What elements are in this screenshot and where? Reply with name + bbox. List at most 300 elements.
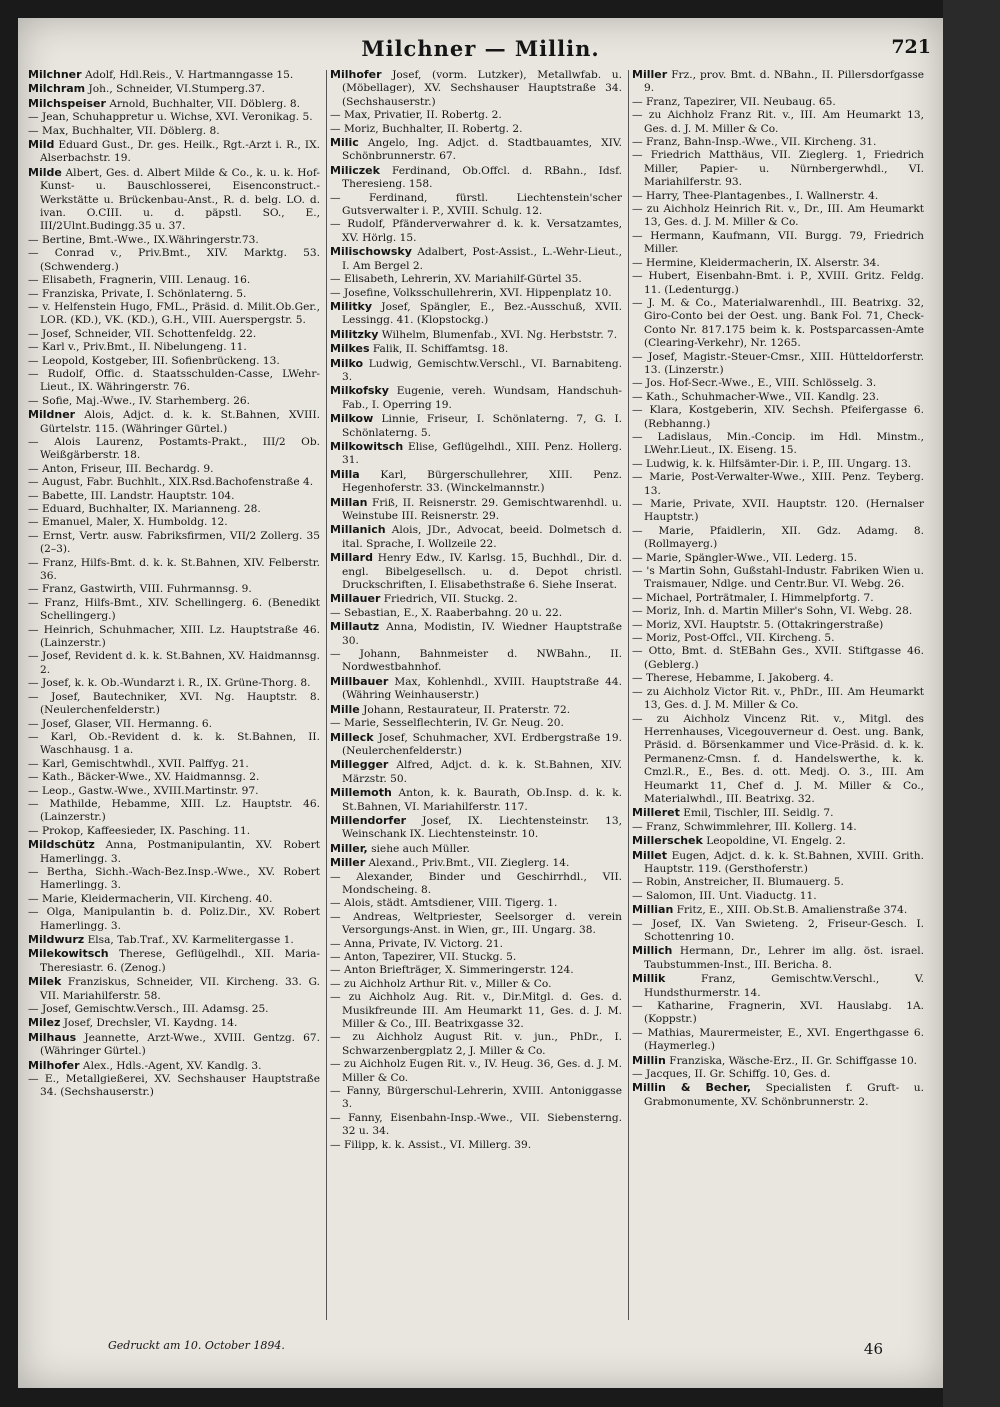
entry-surname: Milleret: [632, 806, 680, 820]
directory-entry: [330, 964, 622, 977]
directory-entry: [330, 620, 622, 648]
entry-surname: Milleck: [330, 730, 374, 744]
entry-details: — Fanny, Eisenbahn-Insp.-Wwe., VII. Siebensterng. 32 u. 34.: [330, 1111, 622, 1138]
entry-details: — Harry, Thee-Plantagenbes., I. Wallnerstr. 4.: [632, 189, 879, 202]
entry-details: — Marie, Sesselflechterin, IV. Gr. Neug. 20.: [330, 717, 564, 730]
directory-entry: [28, 274, 320, 287]
entry-details: — Ludwig, k. k. Hilfsämter-Dir. i. P., III. Ungarg. 13.: [632, 457, 912, 470]
entry-details: — Friedrich Matthäus, VII. Zieglerg. 1, Friedrich Miller, Papier- u. Nürnbergerwhdl., VI. Mariahilferstr. 93.: [632, 149, 924, 189]
directory-entry: [632, 1081, 924, 1109]
entry-surname: Militzky: [330, 327, 379, 341]
entry-surname: Millerschek: [632, 834, 703, 848]
entry-details: Adalbert, Post-Assist., L.-Wehr-Lieut., I. Am Bergel 2.: [342, 246, 622, 272]
entry-details: — zu Aichholz Vincenz Rit. v., Mitgl. des Herrenhauses, Vicegouverneur d. Oest. ung. Bank, Präsid. d. Börsenkammer und Vice-Präsid. d. k. k. Permanenz-Cmsn. f. d. Handelswerthe, k. k. Cmzl.R., E., Bes. d. ott. Medj. O. 3., III. Am Heumarkt 11, Chef d. J. M. Miller & Co., Materialwhdl., III. Beatrixg. 32.: [632, 712, 924, 805]
entry-details: — Max, Buchhalter, VII. Döblerg. 8.: [28, 124, 220, 137]
directory-entry: [632, 918, 924, 945]
entry-details: Arnold, Buchhalter, VII. Döblerg. 8.: [109, 97, 300, 110]
directory-entry: [632, 1027, 924, 1054]
entry-details: — Anna, Private, IV. Victorg. 21.: [330, 937, 504, 950]
entry-details: Josef, Schuhmacher, XVI. Erdbergstraße 19. (Neulerchenfelderstr.): [342, 731, 622, 757]
directory-entry: [330, 991, 622, 1031]
entry-surname: Millan: [330, 495, 368, 509]
directory-entry: [330, 468, 622, 496]
entry-details: — Hermine, Kleidermacherin, IX. Alserstr. 34.: [632, 256, 880, 269]
directory-entry: [28, 825, 320, 838]
directory-entry: [330, 412, 622, 440]
directory-entry: [28, 247, 320, 274]
directory-entry: [330, 218, 622, 245]
entry-details: — Otto, Bmt. d. StEBahn Ges., XVII. Stiftgasse 46. (Geblerg.): [632, 645, 924, 671]
directory-entry: [28, 341, 320, 354]
entry-details: — Alexander, Binder und Geschirrhdl., VII. Mondscheing. 8.: [330, 870, 622, 896]
entry-details: — Johann, Bahnmeister d. NWBahn., II. Nordwestbahnhof.: [330, 648, 622, 674]
entry-details: Josef, (vorm. Lutzker), Metallwfab. u. (Möbellager), XV. Sechshauser Hauptstraße 34. (Sechshauserstr.): [342, 69, 622, 108]
entry-details: — J. M. & Co., Materialwarenhdl., III. Beatrixg. 32, Giro-Conto bei der Oest. ung. Bank Fol. 71, Check-Conto Nr. 817.175 beim k. k. Postsparcassen-Amte (Clearing-Verkehr), Nr. 1265.: [632, 296, 924, 350]
entry-details: — Marie, Kleidermacherin, VII. Kircheng. 40.: [28, 892, 273, 905]
entry-details: — Eduard, Buchhalter, IX. Marianneng. 28.: [28, 503, 261, 515]
directory-entry: [330, 648, 622, 675]
entry-surname: Millautz: [330, 620, 380, 634]
directory-entry: [28, 516, 320, 529]
directory-entry: [330, 814, 622, 842]
entry-details: — Bertha, Sichh.-Wach-Bez.Insp.-Wwe., XV. Robert Hamerlingg. 3.: [28, 865, 320, 892]
directory-entry: [28, 476, 320, 489]
directory-entry: [28, 557, 320, 584]
directory-entry: [28, 1016, 320, 1030]
directory-entry: [632, 552, 924, 565]
entry-details: — Josef, Revident d. k. k. St.Bahnen, XV. Haidmannsg. 2.: [28, 650, 320, 676]
entry-details: Alexand., Priv.Bmt., VII. Zieglerg. 14.: [368, 857, 570, 870]
print-date: Gedruckt am 10. October 1894.: [108, 1339, 285, 1352]
entry-details: Frz., prov. Bmt. d. NBahn., II. Pillersdorfgasse 9.: [644, 69, 924, 95]
entry-details: — Alois, städt. Amtsdiener, VIII. Tigerg. 1.: [330, 897, 558, 910]
directory-entry: [28, 490, 320, 503]
directory-entry: [28, 408, 320, 436]
entry-details: — Kath., Bäcker-Wwe., XV. Haidmannsg. 2.: [28, 771, 260, 784]
directory-entry: [632, 149, 924, 189]
entry-details: — Elisabeth, Fragnerin, VIII. Lenaug. 16.: [28, 274, 251, 287]
entry-details: — Josef, Schneider, VII. Schottenfeldg. 22.: [28, 327, 257, 340]
page-number: 721: [891, 36, 931, 58]
directory-entry: [632, 565, 924, 592]
directory-entry: [28, 893, 320, 906]
entry-details: — zu Aichholz Victor Rit. v., PhDr., III. Am Heumarkt 13, Ges. d. J. M. Miller & Co.: [632, 685, 924, 712]
entry-details: — Elisabeth, Lehrerin, XV. Mariahilf-Gürtel 35.: [330, 273, 582, 286]
entry-details: Alfred, Adjct. d. k. k. St.Bahnen, XIV. Märzstr. 50.: [342, 759, 622, 785]
entry-details: — Babette, III. Landstr. Hauptstr. 104.: [28, 489, 235, 502]
directory-entry: [330, 871, 622, 898]
page-header: [18, 32, 943, 66]
entry-details: — Franziska, Private, I. Schönlaterng. 5.: [28, 287, 247, 300]
entry-details: Johann, Restaurateur, II. Praterstr. 72.: [363, 703, 571, 716]
entry-details: — Franz, Hilfs-Bmt. d. k. k. St.Bahnen, XIV. Felberstr. 36.: [28, 556, 320, 583]
directory-entry: [28, 624, 320, 651]
directory-entry: [330, 1112, 622, 1139]
entry-details: — Josefine, Volksschullehrerin, XVI. Hippenplatz 10.: [330, 286, 612, 299]
directory-entry: [28, 758, 320, 771]
entry-details: — Moriz, Inh. d. Martin Miller's Sohn, VI. Webg. 28.: [632, 605, 913, 618]
directory-entry: [632, 1000, 924, 1027]
entry-surname: Millin: [632, 1053, 666, 1067]
entry-details: Friß, II. Reisnerstr. 29. Gemischtwarenhdl. u. Weinstube III. Reisnerstr. 29.: [342, 496, 622, 522]
entry-details: Linnie, Friseur, I. Schönlaterng. 7, G. I. Schönlaterng. 5.: [342, 413, 622, 439]
entry-details: — Bertine, Bmt.-Wwe., IX.Währingerstr.73.: [28, 233, 259, 246]
directory-entry: [632, 632, 924, 645]
entry-details: — Josef, Gemischtw.Versch., III. Adamsg. 25.: [28, 1003, 269, 1016]
entry-surname: Milhofer: [28, 1058, 80, 1072]
page-title: Milchner — Millin.: [361, 36, 600, 61]
entry-details: — Olga, Manipulantin b. d. Poliz.Dir., XV. Robert Hamerlingg. 3.: [28, 906, 320, 932]
entry-details: — Karl, Gemischtwhdl., XVII. Palffyg. 21.: [28, 757, 249, 770]
entry-details: — Leop., Gastw.-Wwe., XVIII.Martinstr. 97.: [28, 784, 259, 797]
entry-details: Leopoldine, VI. Engelg. 2.: [706, 835, 846, 848]
entry-details: Alex., Hdls.-Agent, XV. Kandlg. 3.: [82, 1059, 262, 1072]
entry-details: Adolf, Hdl.Reis., V. Hartmanngasse 15.: [84, 69, 294, 81]
directory-entry: [632, 1054, 924, 1068]
entry-details: Josef, Drechsler, VI. Kaydng. 14.: [63, 1017, 238, 1030]
directory-entry: [330, 592, 622, 606]
directory-entry: [330, 731, 622, 759]
entry-details: — Filipp, k. k. Assist., VI. Millerg. 39.: [330, 1138, 532, 1151]
entry-details: — Heinrich, Schuhmacher, XIII. Lz. Hauptstraße 46. (Lainzerstr.): [28, 623, 320, 650]
entry-details: Jeannette, Arzt-Wwe., XVIII. Gentzg. 67. (Währinger Gürtel.): [40, 1031, 320, 1058]
entry-details: — Karl v., Priv.Bmt., II. Nibelungeng. 11.: [28, 341, 247, 354]
directory-entry: [632, 713, 924, 807]
entry-details: Elise, Geflügelhdl., XIII. Penz. Hollerg. 31.: [342, 440, 622, 467]
directory-entry: [330, 164, 622, 192]
entry-details: — zu Aichholz Franz Rit. v., III. Am Heumarkt 13, Ges. d. J. M. Miller & Co.: [632, 109, 924, 135]
entry-details: — Andreas, Weltpriester, Seelsorger d. verein Versorgungs-Anst. in Wien, gr., III. Ungarg. 38.: [330, 910, 622, 937]
directory-entry: [632, 605, 924, 618]
entry-surname: Milla: [330, 467, 360, 481]
entry-details: — Hubert, Eisenbahn-Bmt. i. P., XVIII. Gritz. Feldg. 11. (Ledenturgg.): [632, 270, 924, 296]
directory-entry: [330, 1085, 622, 1112]
directory-entry: [330, 68, 622, 109]
entry-surname: Millanich: [330, 523, 386, 537]
directory-entry: [632, 645, 924, 672]
entry-surname: Millian: [632, 903, 674, 917]
directory-entry: [330, 786, 622, 814]
directory-entry: [632, 849, 924, 877]
entry-surname: Milkowitsch: [330, 439, 404, 453]
entry-details: — Anton, Friseur, III. Bechardg. 9.: [28, 462, 214, 475]
entry-details: — Anton Briefträger, X. Simmeringerstr. 124.: [330, 964, 574, 977]
directory-entry: [330, 300, 622, 328]
column-2: [330, 68, 622, 1323]
directory-entry: [632, 619, 924, 632]
entry-details: Franziskus, Schneider, VII. Kircheng. 33. G. VII. Mariahilferstr. 58.: [40, 976, 320, 1002]
entry-details: — zu Aichholz August Rit. v. jun., PhDr., I. Schwarzenbergplatz 2, J. Miller & Co.: [330, 1031, 622, 1057]
directory-entry: [632, 821, 924, 834]
entry-details: — Josef, IX. Van Swieteng. 2, Friseur-Gesch. I. Schottenring 10.: [632, 917, 924, 943]
entry-surname: Milchram: [28, 82, 86, 96]
directory-entry: [632, 1068, 924, 1081]
directory-entry: [632, 592, 924, 605]
directory-entry: [28, 731, 320, 758]
entry-details: — Ernst, Vertr. ausw. Fabriksfirmen, VII/2 Zollerg. 35 (2–3).: [28, 529, 320, 556]
entry-details: — Mathilde, Hebamme, XIII. Lz. Hauptstr. 46. (Lainzerstr.): [28, 797, 320, 824]
entry-details: — Mathias, Maurermeister, E., XVI. Engerthgasse 6. (Haymerleg.): [632, 1026, 924, 1053]
entry-details: — Ladislaus, Min.-Concip. im Hdl. Minstm., LWehr.Lieut., IX. Eiseng. 15.: [632, 430, 924, 457]
directory-entry: [28, 355, 320, 368]
entry-details: Ferdinand, Ob.Offcl. d. RBahn., Idsf. Theresieng. 158.: [342, 164, 622, 191]
entry-details: — Marie, Spängler-Wwe., VII. Lederg. 15.: [632, 551, 858, 564]
entry-details: — Michael, Porträtmaler, I. Himmelpfortg. 7.: [632, 591, 874, 604]
entry-details: — Josef, Magistr.-Steuer-Cmsr., XIII. Hütteldorferstr. 13. (Linzerstr.): [632, 350, 924, 376]
directory-entry: [632, 944, 924, 972]
entry-details: — Jos. Hof-Secr.-Wwe., E., VIII. Schlösselg. 3.: [632, 377, 877, 390]
entry-details: — Klara, Kostgeberin, XIV. Sechsh. Pfeifergasse 6. (Rebhanng.): [632, 404, 924, 430]
scan-edge: [943, 0, 1000, 1407]
directory-entry: [330, 328, 622, 342]
entry-surname: Miller: [330, 856, 366, 870]
entry-surname: Mildwurz: [28, 933, 85, 946]
directory-entry: [632, 431, 924, 458]
entry-details: Eugen, Adjct. d. k. k. St.Bahnen, XVIII. Grith. Hauptstr. 119. (Gersthoferstr.): [644, 849, 924, 875]
entry-details: Falik, II. Schiffamtsg. 18.: [372, 343, 509, 356]
directory-entry: [330, 273, 622, 286]
directory-entry: [28, 288, 320, 301]
directory-entry: [28, 1059, 320, 1073]
directory-entry: [330, 856, 622, 870]
entry-details: Franz, Gemischtw.Verschl., V. Hundsthurmerstr. 14.: [644, 973, 924, 999]
entry-surname: Milic: [330, 136, 359, 150]
column-3: [632, 68, 924, 1323]
directory-entry: [28, 82, 320, 96]
entry-surname: Milhofer: [330, 68, 382, 81]
entry-details: — Karl, Ob.-Revident d. k. k. St.Bahnen, II. Waschhausg. 1 a.: [28, 730, 320, 757]
directory-entry: [330, 607, 622, 620]
directory-entry: [632, 525, 924, 552]
entry-details: Therese, Geflügelhdl., XII. Maria-Theresiastr. 6. (Zenog.): [40, 948, 320, 974]
entry-details: Fritz, E., XIII. Ob.St.B. Amalienstraße 374.: [676, 904, 908, 917]
entry-surname: Milchspeiser: [28, 96, 106, 110]
entry-surname: Milekowitsch: [28, 947, 109, 961]
directory-entry: [330, 523, 622, 551]
directory-entry: [330, 758, 622, 786]
entry-details: — Salomon, III. Unt. Viaductg. 11.: [632, 889, 817, 902]
directory-page: [18, 18, 943, 1388]
entry-details: — zu Aichholz Heinrich Rit. v., Dr., III. Am Heumarkt 13, Ges. d. J. M. Miller & Co.: [632, 203, 924, 229]
entry-surname: Millich: [632, 944, 673, 958]
directory-entry: [330, 675, 622, 703]
entry-details: — Marie, Private, XVII. Hauptstr. 120. (Hernalser Hauptstr.): [632, 498, 924, 524]
entry-details: — Robin, Anstreicher, II. Blumauerg. 5.: [632, 876, 844, 889]
directory-entry: [632, 672, 924, 685]
entry-details: Joh., Schneider, VI.Stumperg.37.: [88, 83, 265, 96]
entry-surname: Milhaus: [28, 1030, 77, 1044]
entry-details: — Prokop, Kaffeesieder, IX. Pasching. 11.: [28, 824, 251, 837]
directory-entry: [28, 798, 320, 825]
directory-entry: [632, 68, 924, 96]
entry-surname: Milkofsky: [330, 384, 389, 398]
directory-entry: [28, 395, 320, 408]
entry-details: Angelo, Ing. Adjct. d. Stadtbauamtes, XIV. Schönbrunnerstr. 67.: [342, 137, 622, 163]
directory-entry: [28, 785, 320, 798]
entry-details: — Marie, Pfaidlerin, XII. Gdz. Adamg. 8. (Rollmayerg.): [632, 524, 924, 551]
directory-entry: [28, 597, 320, 624]
signature-mark: 46: [863, 1340, 883, 1358]
entry-details: Anton, k. k. Baurath, Ob.Insp. d. k. k. St.Bahnen, VI. Mariahilferstr. 117.: [342, 787, 622, 813]
directory-entry: [632, 230, 924, 257]
directory-entry: [632, 471, 924, 498]
directory-entry: [28, 463, 320, 476]
entry-details: Friedrich, VII. Stuckg. 2.: [383, 593, 518, 606]
entry-details: Wilhelm, Blumenfab., XVI. Ng. Herbststr. 7.: [381, 328, 618, 341]
directory-entry: [632, 806, 924, 820]
entry-details: — Moriz, XVI. Hauptstr. 5. (Ottakringerstraße): [632, 618, 884, 631]
entry-details: Max, Kohlenhdl., XVIII. Hauptstraße 44. (Währing Weinhauserstr.): [342, 675, 622, 702]
directory-entry: [632, 903, 924, 917]
directory-entry: [632, 458, 924, 471]
directory-entry: [632, 190, 924, 203]
entry-surname: Millegger: [330, 758, 389, 772]
entry-details: Eugenie, vereh. Wundsam, Handschuh-Fab., I. Operring 19.: [342, 385, 622, 411]
directory-entry: [28, 1031, 320, 1059]
entry-surname: Mild: [28, 138, 55, 152]
directory-entry: [330, 357, 622, 385]
directory-entry: [330, 123, 622, 136]
directory-entry: [330, 384, 622, 412]
entry-details: — Fanny, Bürgerschul-Lehrerin, XVIII. Antoniggasse 3.: [330, 1085, 622, 1111]
directory-entry: [632, 686, 924, 713]
directory-entry: [28, 691, 320, 718]
directory-entry: [28, 166, 320, 234]
entry-surname: Milek: [28, 975, 62, 989]
entry-details: Karl, Bürgerschullehrer, XIII. Penz. Hegenhoferstr. 33. (Winckelmannstr.): [342, 468, 622, 495]
directory-entry: [28, 947, 320, 975]
directory-entry: [330, 245, 622, 273]
directory-entry: [330, 911, 622, 938]
directory-entry: [28, 866, 320, 893]
entry-details: — Moriz, Post-Offcl., VII. Kircheng. 5.: [632, 632, 835, 645]
entry-surname: Millemoth: [330, 786, 392, 800]
directory-entry: [632, 972, 924, 1000]
directory-entry: [28, 111, 320, 124]
entry-details: siehe auch Müller.: [371, 842, 470, 855]
entry-details: Hermann, Dr., Lehrer im allg. öst. israel. Taubstummen-Inst., III. Bericha. 8.: [644, 945, 924, 971]
entry-surname: Milchner: [28, 68, 82, 81]
directory-entry: [330, 842, 622, 856]
entry-details: — Marie, Post-Verwalter-Wwe., XIII. Penz. Teyberg. 13.: [632, 471, 924, 497]
directory-entry: [28, 677, 320, 690]
directory-entry: [330, 440, 622, 468]
directory-entry: [28, 530, 320, 557]
directory-entry: [632, 834, 924, 848]
directory-entry: [632, 351, 924, 378]
directory-entry: [28, 1073, 320, 1100]
directory-entry: [28, 125, 320, 138]
entry-details: — Franz, Gastwirth, VIII. Fuhrmannsg. 9.: [28, 583, 252, 596]
directory-entry: [632, 136, 924, 149]
entry-details: — 's Martin Sohn, Gußstahl-Industr. Fabriken Wien u. Traismauer, Ndlge. und Centr.Bur. VI. Webg. 26.: [632, 565, 924, 591]
directory-entry: [330, 951, 622, 964]
entry-surname: Millin & Becher,: [632, 1081, 752, 1095]
directory-entry: [28, 328, 320, 341]
entry-details: — Leopold, Kostgeber, III. Sofienbrückeng. 13.: [28, 354, 280, 367]
directory-entry: [330, 897, 622, 910]
entry-details: — Josef, Bautechniker, XVI. Ng. Hauptstr. 8. (Neulerchenfelderstr.): [28, 690, 320, 717]
entry-details: — Anton, Tapezirer, VII. Stuckg. 5.: [330, 951, 517, 963]
entry-details: Eduard Gust., Dr. ges. Heilk., Rgt.-Arzt i. R., IX. Alserbachstr. 19.: [40, 139, 320, 165]
entry-surname: Millet: [632, 848, 667, 862]
directory-entry: [28, 1003, 320, 1016]
entry-details: — Rudolf, Offic. d. Staatsschulden-Casse, LWehr-Lieut., IX. Währingerstr. 76.: [28, 367, 320, 394]
entry-details: Emil, Tischler, III. Seidlg. 7.: [683, 807, 834, 820]
directory-entry: [28, 583, 320, 596]
directory-entry: [28, 771, 320, 784]
directory-entry: [632, 109, 924, 136]
directory-entry: [28, 368, 320, 395]
entry-details: Alois, Adjct. d. k. k. St.Bahnen, XVIII. Gürtelstr. 115. (Währinger Gürtel.): [40, 409, 320, 435]
directory-entry: [28, 838, 320, 866]
entry-details: — Emanuel, Maler, X. Humboldg. 12.: [28, 516, 228, 529]
entry-surname: Milkes: [330, 342, 370, 356]
directory-entry: [330, 717, 622, 730]
entry-details: Alois, JDr., Advocat, beeid. Dolmetsch d. ital. Sprache, I. Wollzeile 22.: [342, 524, 622, 550]
directory-entry: [330, 496, 622, 524]
entry-details: — Franz, Bahn-Insp.-Wwe., VII. Kircheng. 31.: [632, 136, 877, 149]
entry-surname: Millauer: [330, 592, 381, 606]
directory-entry: [28, 97, 320, 111]
directory-entry: [330, 551, 622, 592]
entry-surname: Miller: [632, 68, 668, 81]
entry-details: — Alois Laurenz, Postamts-Prakt., III/2 Ob. Weißgärberstr. 18.: [28, 435, 320, 462]
entry-surname: Militky: [330, 299, 373, 313]
directory-entry: [330, 703, 622, 717]
directory-entry: [632, 297, 924, 351]
directory-entry: [330, 192, 622, 219]
entry-details: — Jean, Schuhappretur u. Wichse, XVI. Veronikag. 5.: [28, 111, 313, 124]
entry-details: Elsa, Tab.Traf., XV. Karmelitergasse 1.: [87, 934, 294, 946]
entry-details: Josef, IX. Liechtensteinstr. 13, Weinschank IX. Liechtensteinstr. 10.: [342, 814, 622, 841]
entry-surname: Milez: [28, 1016, 61, 1030]
entry-surname: Mildschütz: [28, 838, 95, 852]
directory-entry: [330, 938, 622, 951]
entry-surname: Miliczek: [330, 163, 380, 177]
entry-details: — E., Metallgießerei, XV. Sechshauser Hauptstraße 34. (Sechshauserstr.): [28, 1073, 320, 1099]
directory-entry: [330, 1031, 622, 1058]
columns: [28, 68, 933, 1323]
entry-details: — v. Helfenstein Hugo, FML., Präsid. d. Milit.Ob.Ger., LOR. (KD.), VK. (KD.), G.H., VIII. Auerspergstr. 5.: [28, 300, 320, 327]
directory-entry: [28, 68, 320, 82]
entry-details: — zu Aichholz Aug. Rit. v., Dir.Mitgl. d. Ges. d. Musikfreunde III. Am Heumarkt 11, Ges. d. J. M. Miller & Co., III. Beatrixgasse 32.: [330, 991, 622, 1031]
entry-details: — Franz, Tapezirer, VII. Neubaug. 65.: [632, 95, 836, 108]
directory-entry: [632, 270, 924, 297]
directory-entry: [28, 436, 320, 463]
directory-entry: [632, 876, 924, 889]
entry-details: — Jacques, II. Gr. Schiffg. 10, Ges. d.: [632, 1068, 831, 1081]
directory-entry: [330, 978, 622, 991]
entry-details: — Sebastian, E., X. Raaberbahng. 20 u. 22.: [330, 606, 563, 619]
directory-entry: [28, 906, 320, 933]
directory-entry: [632, 890, 924, 903]
entry-details: — Sofie, Maj.-Wwe., IV. Starhemberg. 26.: [28, 394, 251, 407]
directory-entry: [330, 342, 622, 356]
directory-entry: [28, 301, 320, 328]
directory-entry: [28, 718, 320, 731]
directory-entry: [28, 650, 320, 677]
entry-surname: Milko: [330, 356, 364, 370]
directory-entry: [330, 1139, 622, 1152]
entry-details: — Franz, Hilfs-Bmt., XIV. Schellingerg. 6. (Benedikt Schellingerg.): [28, 596, 320, 623]
directory-entry: [28, 503, 320, 516]
directory-entry: [632, 96, 924, 109]
entry-surname: Milischowsky: [330, 245, 412, 259]
entry-details: — Kath., Schuhmacher-Wwe., VII. Kandlg. 23.: [632, 390, 880, 403]
entry-details: Albert, Ges. d. Albert Milde & Co., k. u. k. Hof-Kunst- u. Bauschlosserei, Eisenconstruct.-Werkstätte u. Brückenbau-Anst., R. d. belg. LO. d. ivan. O.CIII. u. d. päpstl. SO., E., III/2Ulnt.Budingg.35 u. 37.: [40, 166, 320, 233]
entry-surname: Millard: [330, 551, 373, 565]
